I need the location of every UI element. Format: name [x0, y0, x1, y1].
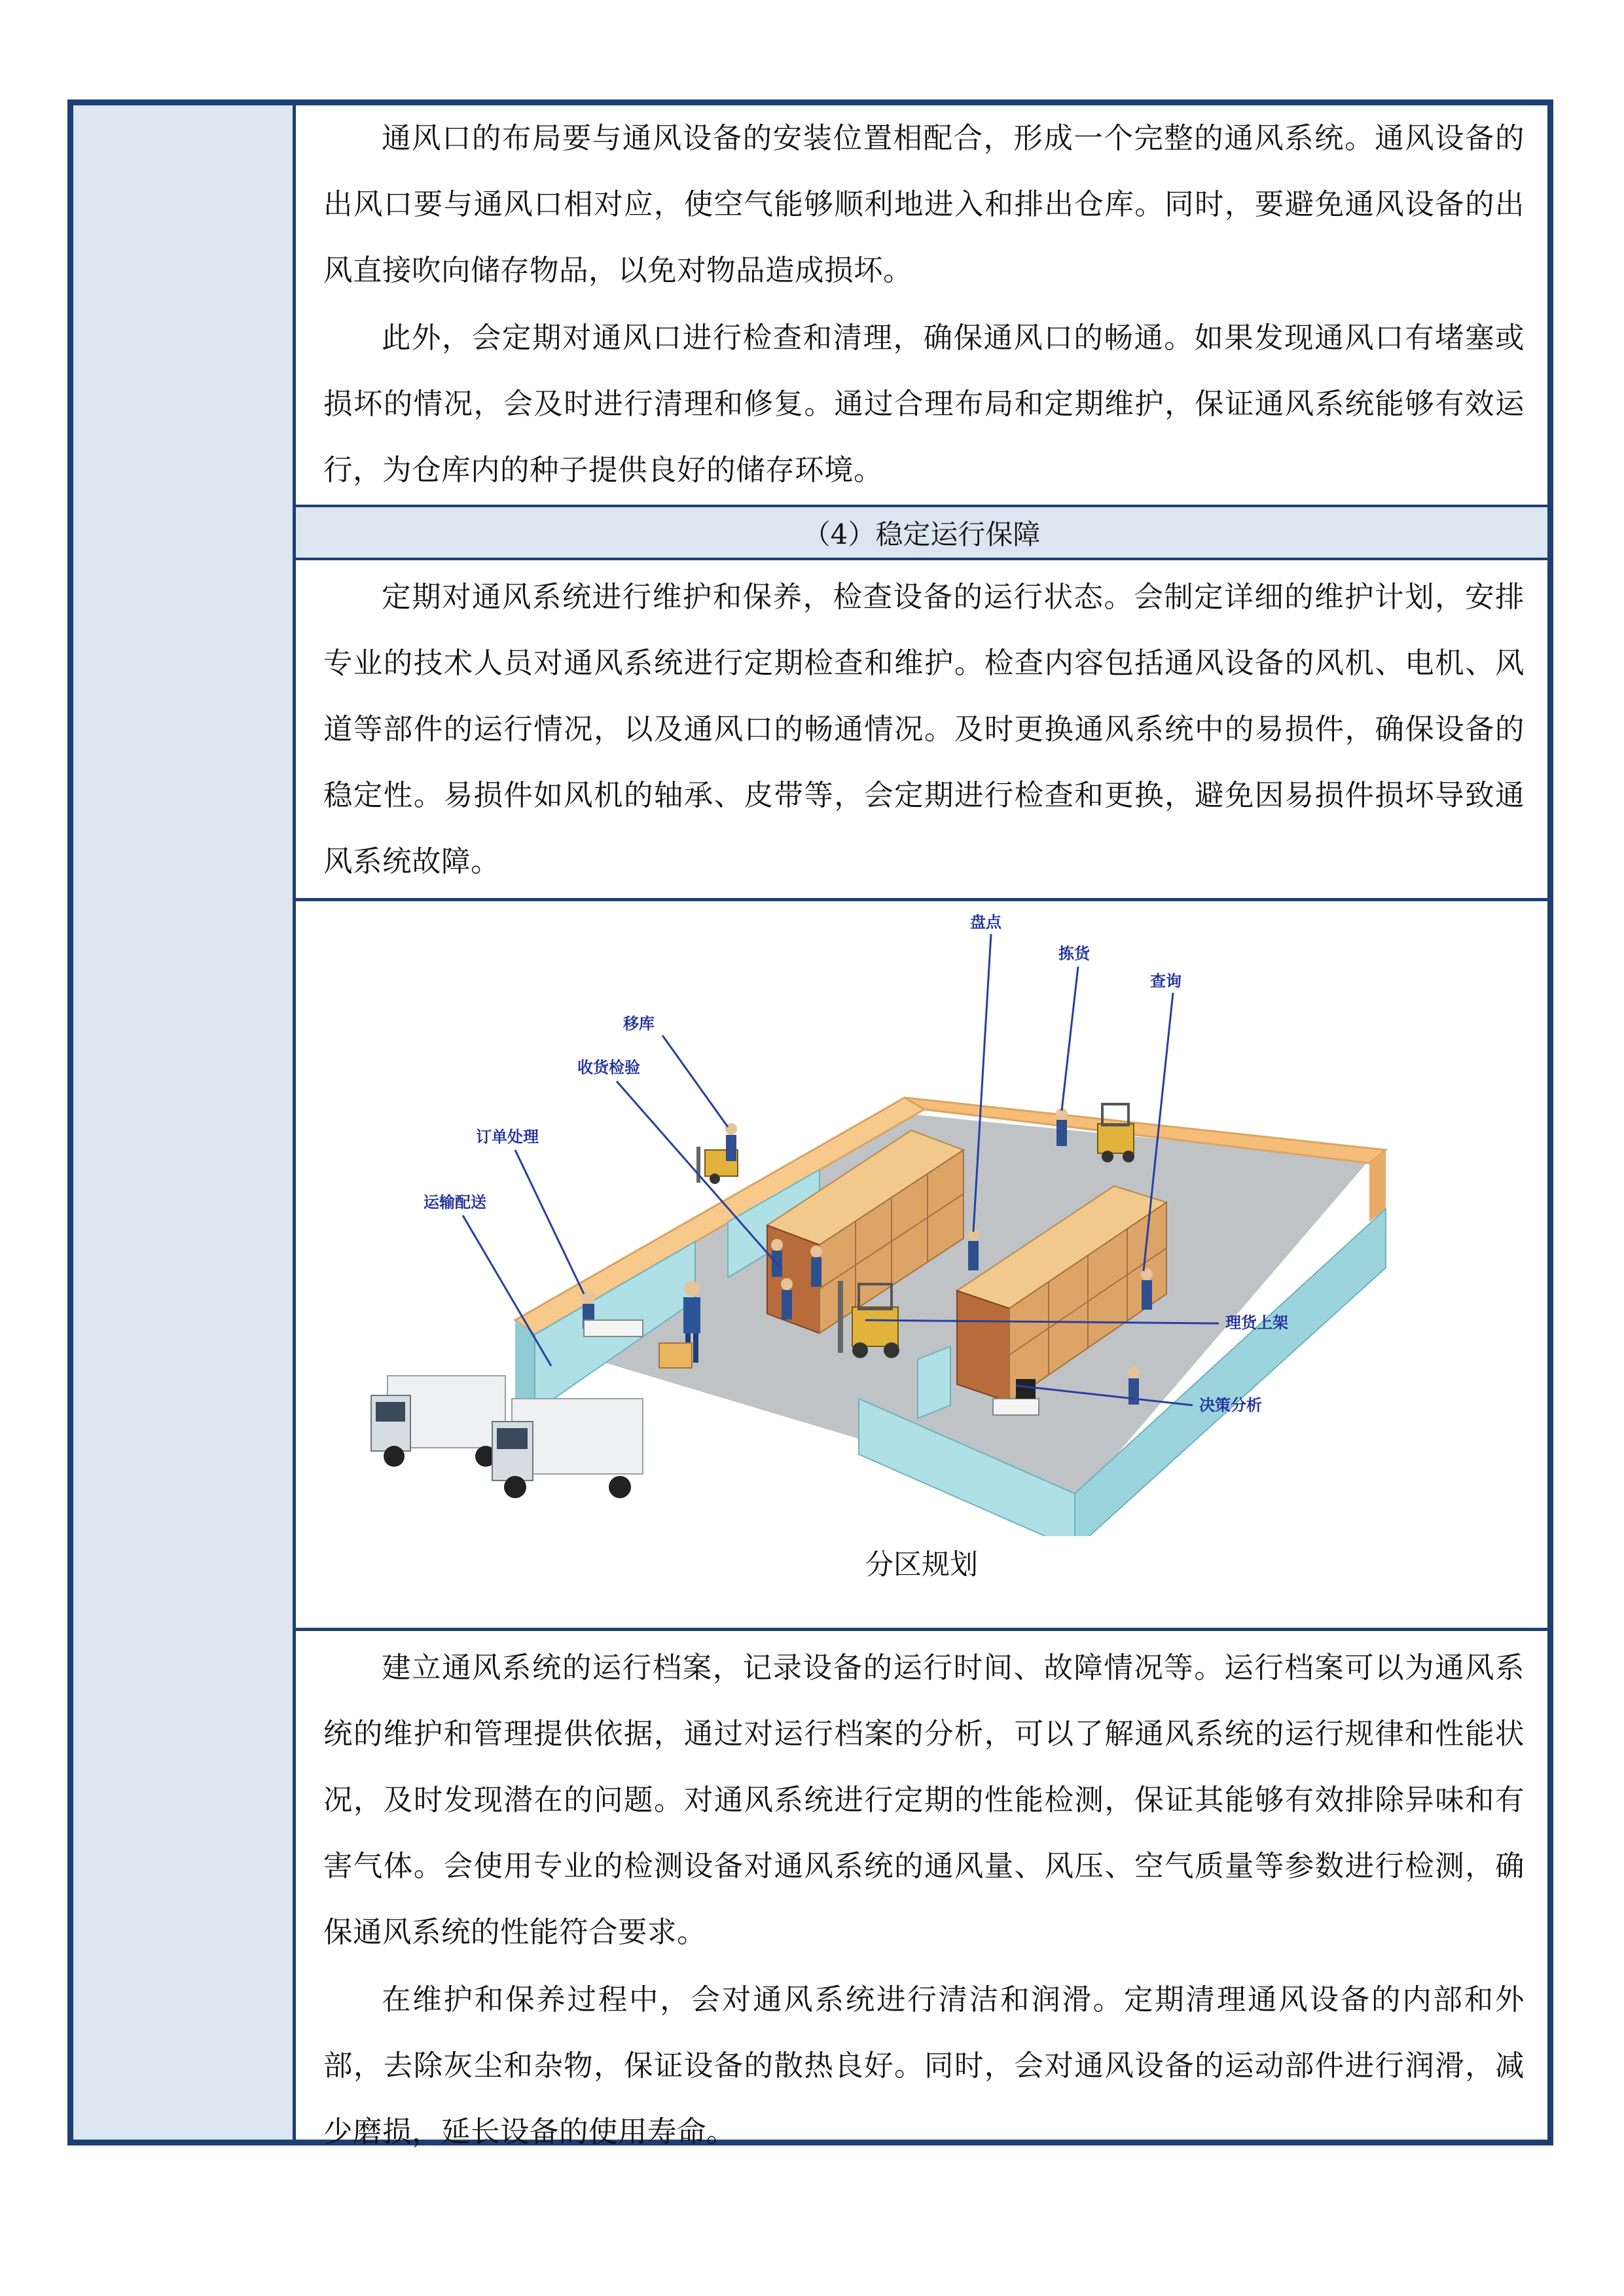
label-yiku: 移库: [623, 1014, 655, 1033]
desk-decision: [993, 1399, 1039, 1415]
label-juece: 决策分析: [1199, 1396, 1262, 1414]
forklift-back-right: [1098, 1104, 1134, 1162]
monitor: [1016, 1379, 1036, 1399]
truck-right: [492, 1399, 643, 1498]
top-text-cell: [296, 105, 1547, 505]
paragraph: 此外，会定期对通风口进行检查和清理，确保通风口的畅通。如果发现通风口有堵塞或损坏的情况，会及时进行清理和修复。通过合理布局和定期维护，保证通风系统能够有效运行，为仓库内的种子提供良好的储存环境。: [323, 321, 1525, 487]
figure-caption: 分区规划: [865, 1549, 978, 1581]
document-frame: [67, 99, 1553, 2149]
content-column: [296, 105, 1547, 2168]
parcel: [659, 1343, 692, 1368]
left-label-column: [73, 105, 296, 2140]
figure-cell: [296, 901, 1547, 1628]
label-chaxun: 查询: [1150, 972, 1182, 990]
paragraph: 通风口的布局要与通风设备的安装位置相配合，形成一个完整的通风系统。通风设备的出风口要与通风口相对应，使空气能够顺利地进入和排出仓库。同时，要避免通风设备的出风直接吹向储存物品，以免对物品造成损坏。: [323, 122, 1525, 287]
label-jianhuo: 拣货: [1058, 944, 1090, 963]
shelf-front-right: [957, 1291, 1009, 1402]
warehouse-zoning-diagram: [296, 901, 1547, 1536]
truck-left: [371, 1376, 505, 1467]
office-partition: [918, 1346, 950, 1418]
label-yunshu: 运输配送: [424, 1193, 486, 1211]
section-heading: （4）稳定运行保障: [296, 505, 1547, 560]
label-pandian: 盘点: [970, 913, 1001, 931]
label-dingdan: 订单处理: [476, 1128, 539, 1146]
paragraph: 在维护和保养过程中，会对通风系统进行清洁和润滑。定期清理通风设备的内部和外部，去除灰尘和杂物，保证设备的散热良好。同时，会对通风设备的运动部件进行润滑，减少磨损，延长设备的使用寿命。: [323, 1983, 1525, 2149]
paragraph: 定期对通风系统进行维护和保养，检查设备的运行状态。会制定详细的维护计划，安排专业的技术人员对通风系统进行定期检查和维护。检查内容包括通风设备的风机、电机、风道等部件的运行情况，以及通风口的畅通情况。及时更换通风系统中的易损件，确保设备的稳定性。易损件如风机的轴承、皮带等，会定期进行检查和更换，避免因易损件损坏导致通风系统故障。: [323, 581, 1525, 878]
paragraph: 建立通风系统的运行档案，记录设备的运行时间、故障情况等。运行档案可以为通风系统的维护和管理提供依据，通过对运行档案的分析，可以了解通风系统的运行规律和性能状况，及时发现潜在的问题。对通风系统进行定期的性能检测，保证其能够有效排除异味和有害气体。会使用专业的检测设备对通风系统的通风量、风压、空气质量等参数进行检测，确保通风系统的性能符合要求。: [323, 1651, 1525, 1949]
label-lihuo: 理货上架: [1225, 1314, 1288, 1332]
desk-order: [584, 1320, 643, 1336]
archive-text-cell: [296, 1631, 1547, 2168]
label-shouhuo: 收货检验: [577, 1058, 640, 1077]
maintenance-text-cell: [296, 560, 1547, 898]
